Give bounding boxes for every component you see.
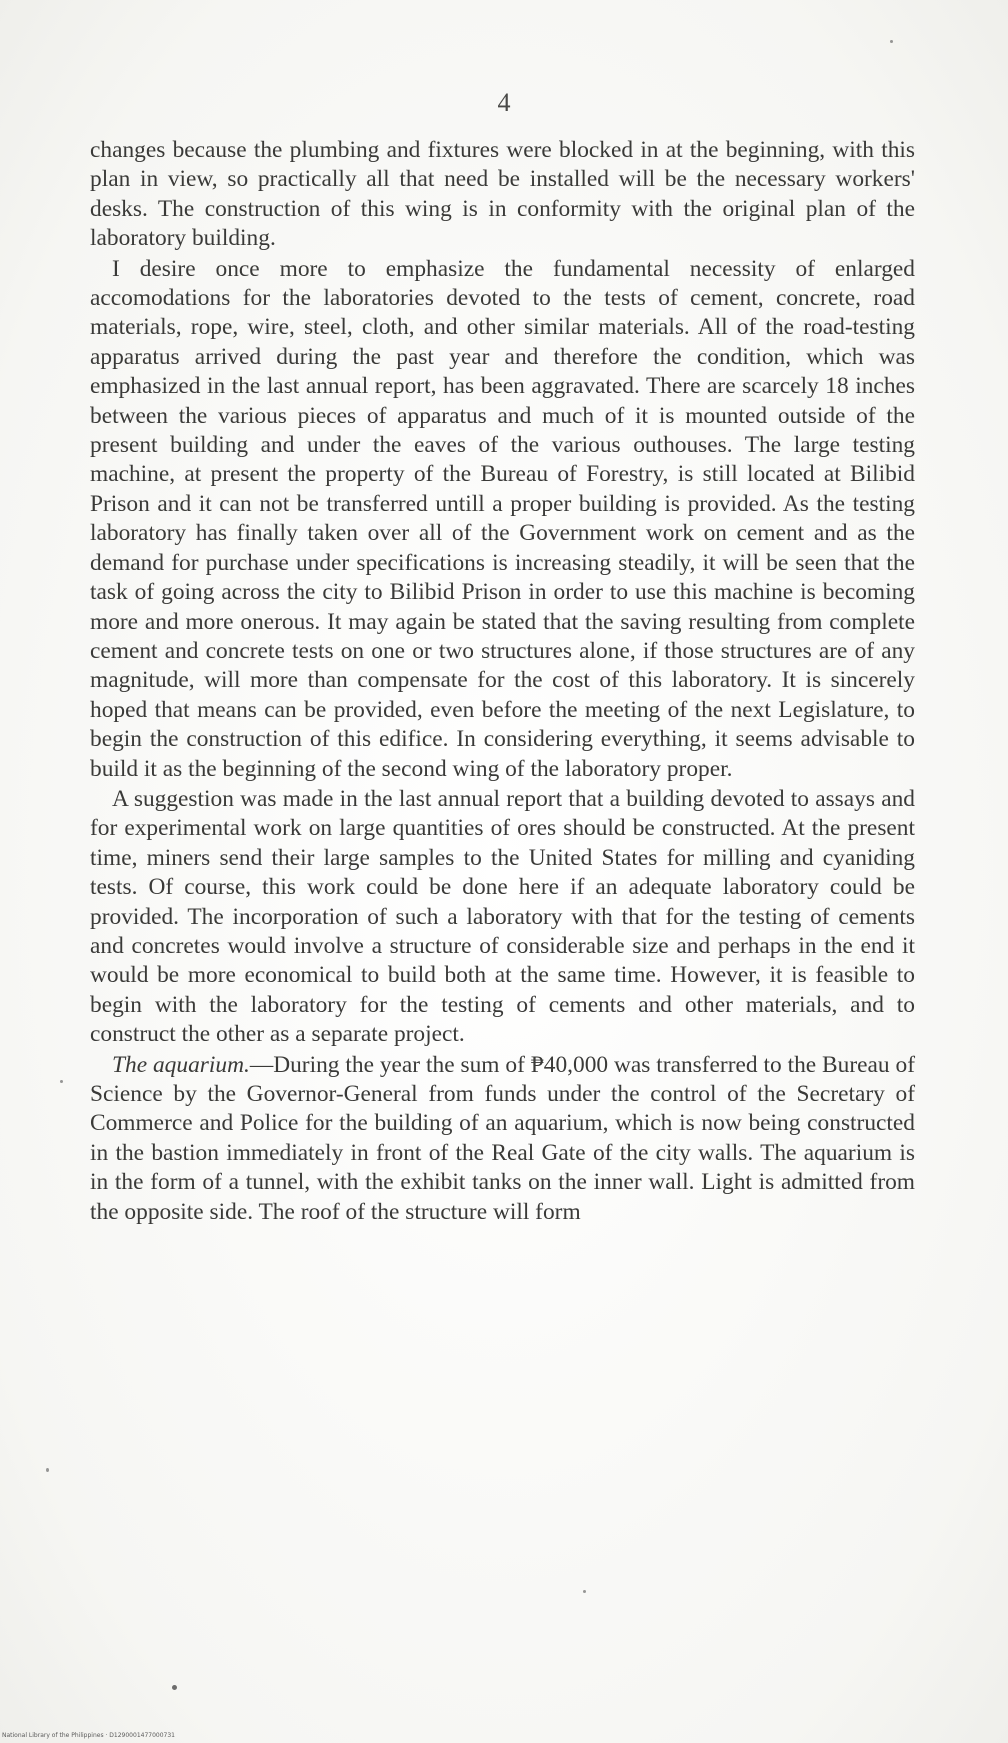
paper-speck (172, 1685, 177, 1690)
paragraph-assay-building: A suggestion was made in the last annual report that a building devoted to assays and for experimental work on large quantities of ores should be constructed. At the present time, miners send their large samples to the United States for milling and cyaniding tests. Of course, this work could be done here if an adequate laboratory could be provided. The incorporation of such a laboratory with that for the testing of cements and concretes would involve a structure of considerable size and perhaps in the end it would be more economical to build both at the same time. However, it is feasible to begin with the laboratory for the testing of cements and other materials, and to construct the other as a separate project. (90, 785, 915, 1048)
paper-speck (583, 1590, 586, 1593)
page-number: 4 (497, 88, 511, 117)
aquarium-text: —During the year the sum of ₱40,000 was transferred to the Bureau of Science by the Governor-General from funds under the control of the Secretary of Commerce and Police for the building of an aquarium, which is now being constructed in the bastion immediately in front of the Real Gate of the city walls. The aquarium is in the form of a tunnel, with the exhibit tanks on the inner wall. Light is admitted from the opposite side. The roof of the structure will form (90, 1051, 915, 1225)
body-text (90, 136, 915, 1227)
paper-speck (890, 40, 893, 43)
archive-footer-label: National Library of the Philippines · D1290001477000731 (2, 1732, 175, 1739)
paragraph-aquarium (90, 1051, 915, 1227)
aquarium-heading: The aquarium. (112, 1051, 250, 1078)
paragraph-plumbing-changes: changes because the plumbing and fixtures were blocked in at the beginning, with this plan in view, so practically all that need be installed will be the necessary workers' desks. The construction of this wing is in conformity with the original plan of the laboratory building. (90, 137, 915, 252)
paper-speck (46, 1468, 49, 1472)
paper-speck (60, 1080, 63, 1083)
paragraph-laboratory-accommodations: I desire once more to emphasize the fundamental necessity of enlarged accomodations for the laboratories devoted to the tests of cement, concrete, road materials, rope, wire, steel, cloth, and other similar materials. All of the road-testing apparatus arrived during the past year and therefore the condition, which was emphasized in the last annual report, has been aggravated. There are scarcely 18 inches between the various pieces of apparatus and much of it is mounted outside of the present building and under the eaves of the various outhouses. The large testing machine, at present the property of the Bureau of Forestry, is still located at Bilibid Prison and it can not be transferred untill a proper building is provided. As the testing laboratory has finally taken over all of the Government work on cement and as the demand for purchase under specifications is increasing steadily, it will be seen that the task of going across the city to Bilibid Prison in order to use this machine is becoming more and more onerous. It may again be stated that the saving resulting from complete cement and concrete tests on one or two structures alone, if those structures are of any magnitude, will more than compensate for the cost of this laboratory. It is sincerely hoped that means can be provided, even before the meeting of the next Legislature, to begin the construction of this edifice. In considering everything, it seems advisable to build it as the beginning of the second wing of the laboratory proper. (90, 255, 915, 782)
